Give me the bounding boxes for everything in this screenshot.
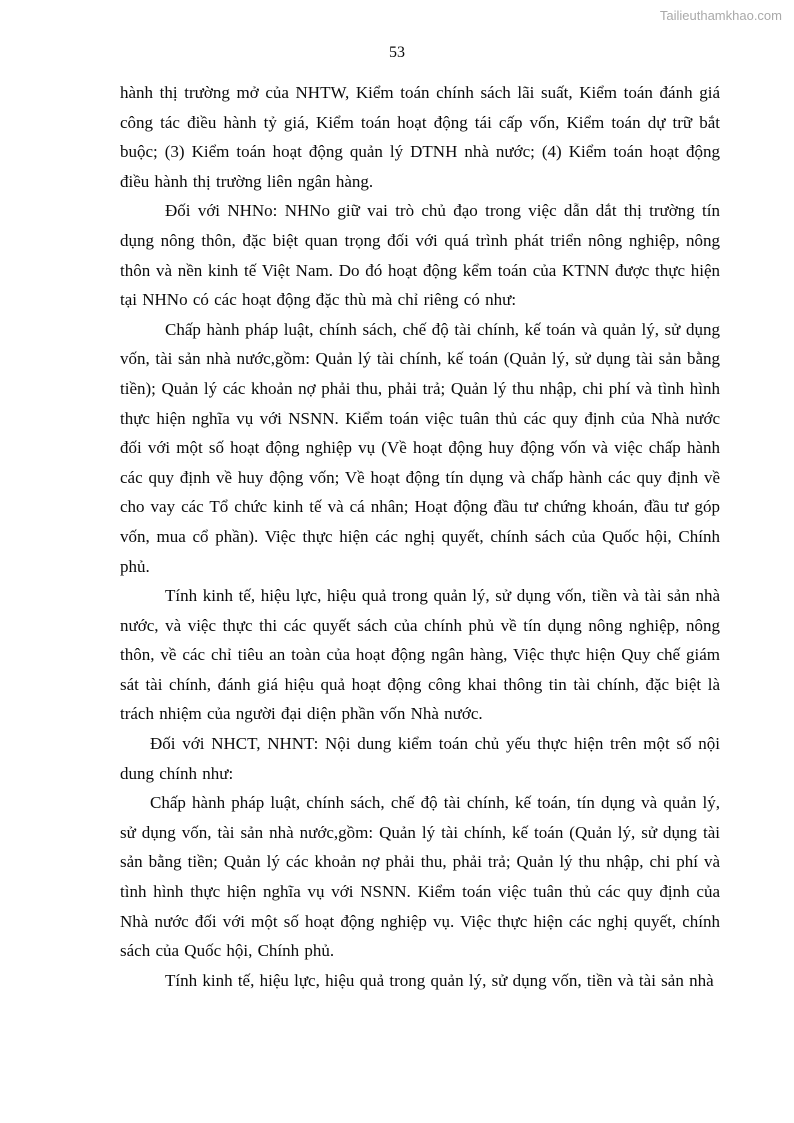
page-content — [120, 78, 720, 995]
page-number: 53 — [389, 44, 405, 61]
paragraph: Đối với NHCT, NHNT: Nội dung kiểm toán chủ yếu thực hiện trên một số nội dung chính như: — [120, 734, 720, 783]
paragraph: Chấp hành pháp luật, chính sách, chế độ tài chính, kế toán, tín dụng và quản lý, sử dụng vốn, tài sản nhà nước,gồm: Quản lý tài chính, kế toán (Quản lý, sử dụng tài sản bằng tiền; Quản lý các khoản nợ phải thu, phải trả; Quản lý thu nhập, chi phí và tình hình thực hiện nghĩa vụ với NSNN. Kiểm toán việc tuân thủ các quy định của Nhà nước đối với một số hoạt động nghiệp vụ. Việc thực hiện các nghị quyết, chính sách của Quốc hội, Chính phủ. — [120, 793, 720, 961]
paragraph: hành thị trường mở của NHTW, Kiểm toán chính sách lãi suất, Kiểm toán đánh giá công tác điều hành tỷ giá, Kiểm toán hoạt động tái cấp vốn, Kiểm toán dự trữ bắt buộc; (3) Kiểm toán hoạt động quản lý DTNH nhà nước; (4) Kiểm toán hoạt động điều hành thị trường liên ngân hàng. — [120, 83, 720, 191]
watermark: Tailieuthamkhao.com — [659, 8, 782, 23]
paragraph: Đối với NHNo: NHNo giữ vai trò chủ đạo trong việc dẫn dắt thị trường tín dụng nông thôn, đặc biệt quan trọng đối với quá trình phát triển nông nghiệp, nông thôn và nền kinh tế Việt Nam. Do đó hoạt động kểm toán của KTNN được thực hiện tại NHNo có các hoạt động đặc thù mà chỉ riêng có như: — [120, 201, 720, 310]
paragraph: Chấp hành pháp luật, chính sách, chế độ tài chính, kế toán và quản lý, sử dụng vốn, tài sản nhà nước,gồm: Quản lý tài chính, kế toán (Quản lý, sử dụng tài sản bằng tiền); Quản lý các khoản nợ phải thu, phải trả; Quản lý thu nhập, chi phí và tình hình thực hiện nghĩa vụ với NSNN. Kiểm toán việc tuân thủ các quy định của Nhà nước đối với một số hoạt động nghiệp vụ (Về hoạt động huy động vốn và việc chấp hành các quy định về huy động vốn; Về hoạt động tín dụng và chấp hành các quy định về cho vay các Tổ chức kinh tế và cá nhân; Hoạt động đầu tư chứng khoán, đầu tư góp vốn, mua cổ phần). Việc thực hiện các nghị quyết, chính sách của Quốc hội, Chính phủ. — [120, 319, 720, 576]
paragraph: Tính kinh tế, hiệu lực, hiệu quả trong quản lý, sử dụng vốn, tiền và tài sản nhà — [165, 970, 714, 990]
paragraph: Tính kinh tế, hiệu lực, hiệu quả trong quản lý, sử dụng vốn, tiền và tài sản nhà nước, và việc thực thi các quyết sách của chính phủ về tín dụng nông nghiệp, nông thôn, về các chỉ tiêu an toàn của hoạt động ngân hàng, Việc thực hiện Quy chế giám sát tài chính, đánh giá hiệu quả hoạt động công khai thông tin tài chính, đặc biệt là trách nhiệm của người đại diện phần vốn Nhà nước. — [120, 586, 720, 724]
